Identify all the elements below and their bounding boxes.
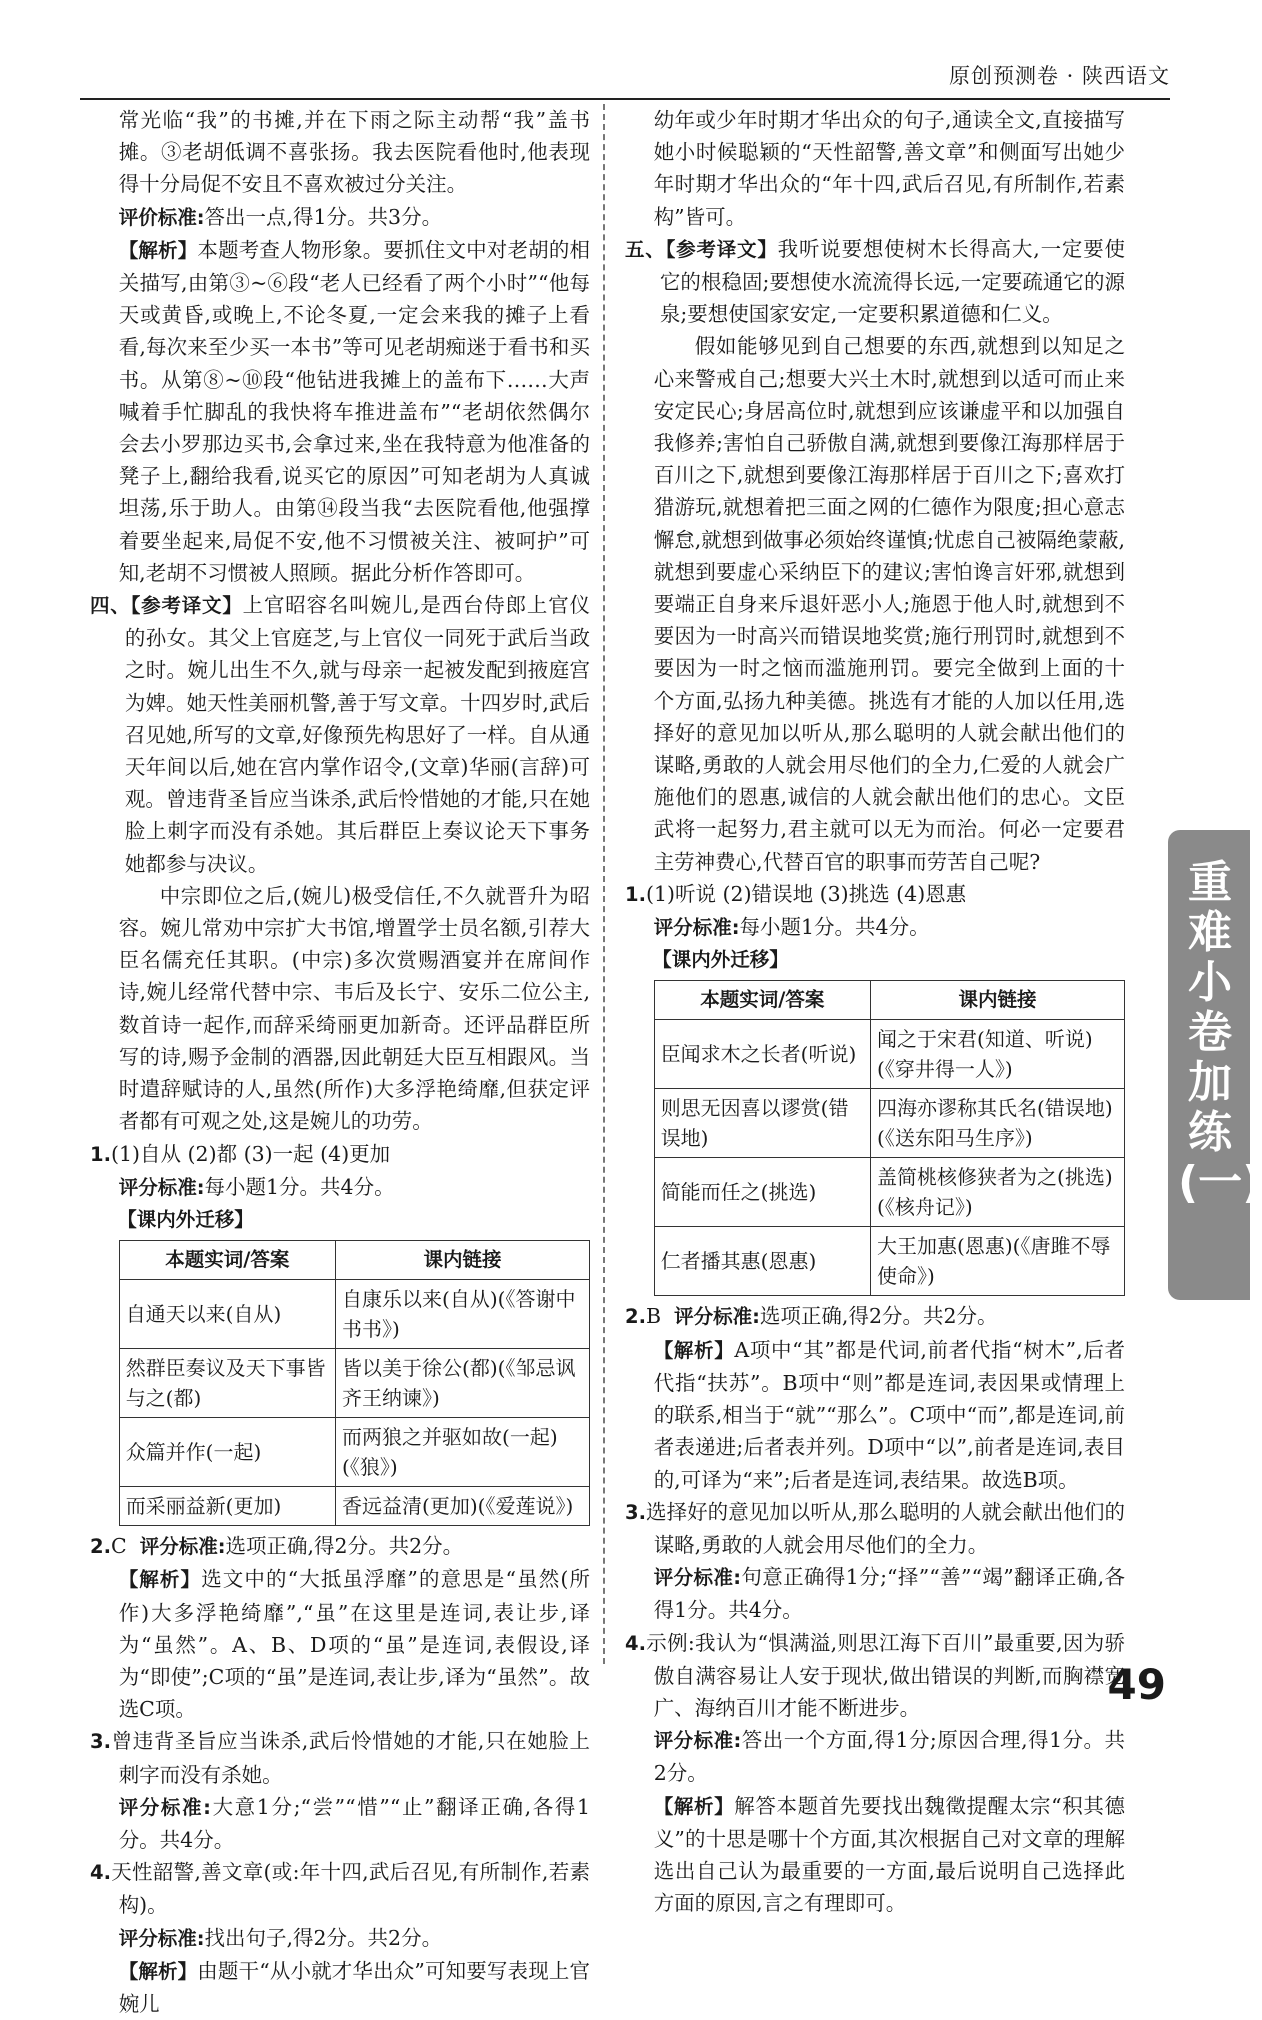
- translation-text: 上官昭容名叫婉儿,是西台侍郎上官仪的孙女。其父上官庭芝,与上官仪一同死于武后当政之时。婉儿出生不久,就与母亲一起被发配到掖庭宫为婢。她天性美丽机警,善于写文章。十四岁时,武后召见她,所写的文章,好像预先构思好了一样。自从通天年间以后,她在宫内掌作诏令,(文章)华丽(言辞)可观。曾违背圣旨应当诛杀,武后怜惜她的才能,只在她脸上刺字而没有杀她。其后群臣上奏议论天下事务她都参与决议。: [124, 593, 590, 876]
- question-answer: B: [645, 1304, 662, 1329]
- left-table-wrap: [90, 1240, 590, 1526]
- section-5-translation-p2: 假如能够见到自己想要的东西,就想到以知足之心来警戒自己;想要大兴土木时,就想到以适可而止来安定民心;身居高位时,就想到应该谦虚平和以加强自我修养;害怕自己骄傲自满,就想到要像江海那样居于百川之下,就想到要像江海那样居于百川之下;喜欢打猎游玩,就想着把三面之网的仁德作为限度;担心意志懈怠,就想到做事必须始终谨慎;忧虑自己被隔绝蒙蔽,就想到要虚心采纳臣下的建议;害怕谗言奸邪,就想到要端正自身来斥退奸恶小人;施恩于他人时,就想到不要因为一时高兴而错误地奖赏;施行刑罚时,就想到不要因为一时之恼而滥施刑罚。要完全做到上面的十个方面,弘扬九种美德。挑选有才能的人加以任用,选择好的意见加以听从,那么聪明的人就会献出他们的谋略,勇敢的人就会用尽他们的全力,仁爱的人就会广施他们的恩惠,诚信的人就会献出他们的忠心。文臣武将一起努力,君主就可以无为而治。何必一定要君主劳神费心,代替百官的职事而劳苦自己呢?: [653, 334, 1125, 874]
- table-cell: 皆以美于徐公(都)(《邹忌讽齐王纳谏》): [336, 1349, 590, 1418]
- left-q4-score: [90, 1922, 590, 1955]
- analysis-text: 本题考查人物形象。要抓住文中对老胡的相关描写,由第③~⑥段“老人已经看了两个小时”“他每天或黄昏,或晚上,不论冬夏,一定会来我的摊子上看看,每次来至少买一本书”等可见老胡痴迷于看书和买书。从第⑧~⑩段“他钻进我摊上的盖布下……大声喊着手忙脚乱的我快将车推进盖布”“老胡依然偶尔会去小罗那边买书,会拿过来,坐在我特意为他准备的凳子上,翻给我看,说买它的原因”可知老胡为人真诚坦荡,乐于助人。由第⑭段当我“去医院看他,他强撑着要坐起来,局促不安,他不习惯被关注、被呵护”可知,老胡不习惯被人照顾。据此分析作答即可。: [118, 237, 590, 585]
- header-rule: [80, 98, 1170, 100]
- table-header: 本题实词/答案: [654, 981, 870, 1020]
- table-cell: 众篇并作(一起): [119, 1418, 335, 1487]
- left-q4-analysis: [90, 1955, 590, 2020]
- left-q2-analysis: [90, 1563, 590, 1725]
- left-migrate-label: 【课内外迁移】: [117, 1207, 254, 1231]
- table-row: [654, 1227, 1124, 1296]
- analysis-text: A项中“其”都是代词,前者代指“树木”,后者代指“扶苏”。B项中“则”都是连词,表因果或情理上的联系,相当于“就”“那么”。C项中“而”,都是连词,前者表递进;后者表并列。D项中“以”,前者是连词,表目的,可译为“来”;后者是连词,表结果。故选B项。: [653, 1337, 1125, 1492]
- score-label: 评价标准:: [118, 205, 205, 229]
- table-cell: 香远益清(更加)(《爱莲说》): [336, 1487, 590, 1526]
- question-answer: 天性韶警,善文章(或:年十四,武后召见,有所制作,若素构)。: [110, 1860, 590, 1918]
- table-header: 本题实词/答案: [119, 1241, 335, 1280]
- question-answer: 选择好的意见加以听从,那么聪明的人就会献出他们的谋略,勇敢的人就会用尽他们的全力。: [645, 1499, 1125, 1557]
- section-number: 四、: [90, 594, 131, 618]
- left-vocab-table: [119, 1240, 590, 1526]
- left-q1-score: [90, 1171, 590, 1204]
- section-side-tab: [1168, 830, 1262, 1300]
- table-cell: 而采丽益新(更加): [119, 1487, 335, 1526]
- score-text: 大意1分;“尝”“惜”“止”翻译正确,各得1分。共4分。: [118, 1794, 590, 1852]
- analysis-label: 【解析】: [118, 238, 198, 262]
- question-number: 3.: [90, 1730, 111, 1754]
- right-q1-score: [625, 911, 1125, 944]
- table-row: [119, 1487, 589, 1526]
- score-text: 选项正确,得2分。共2分。: [759, 1304, 998, 1329]
- table-row: [119, 1349, 589, 1418]
- table-header: 课内链接: [336, 1241, 590, 1280]
- score-text: 找出句子,得2分。共2分。: [204, 1925, 443, 1950]
- section-4-translation-p2: 中宗即位之后,(婉儿)极受信任,不久就晋升为昭容。婉儿常劝中宗扩大书馆,增置学士员名额,引荐大臣名儒充任其职。(中宗)多次赏赐酒宴并在席间作诗,婉儿经常代替中宗、韦后及长宁、安乐二位公主,数首诗一起作,而辞采绮丽更加新奇。还评品群臣所写的诗,赐予金制的酒器,因此朝廷大臣互相跟风。当时遣辞赋诗的人,虽然(所作)大多浮艳绮靡,但获定评者都有可观之处,这是婉儿的功劳。: [118, 883, 590, 1134]
- table-row: [654, 1158, 1124, 1227]
- score-label: 评分标准:: [674, 1305, 760, 1329]
- right-q4-score: [625, 1724, 1125, 1789]
- score-label: 评分标准:: [118, 1926, 205, 1950]
- translation-label: 【参考译文】: [665, 237, 778, 261]
- right-q1: [625, 878, 1125, 911]
- right-column: [625, 104, 1125, 1919]
- left-continued-text: 常光临“我”的书摊,并在下雨之际主动帮“我”盖书摊。③老胡低调不喜张扬。我去医院看他时,他表现得十分局促不安且不喜欢被过分关注。: [118, 108, 590, 197]
- translation-label: 【参考译文】: [130, 594, 243, 618]
- table-row: [119, 1280, 589, 1349]
- right-q4-analysis: [625, 1790, 1125, 1920]
- table-cell: 臣闻求木之长者(听说): [654, 1020, 870, 1089]
- table-cell: 盖简桃核修狭者为之(挑选)(《核舟记》): [871, 1158, 1125, 1227]
- right-migrate-label: 【课内外迁移】: [652, 948, 789, 972]
- right-q3-score: [625, 1561, 1125, 1626]
- question-number: 3.: [625, 1500, 646, 1524]
- table-cell: 而两狼之并驱如故(一起)(《狼》): [336, 1418, 590, 1487]
- question-answer: 示例:我认为“惧满溢,则思江海下百川”最重要,因为骄傲自满容易让人安于现状,做出错误的判断,而胸襟宽广、海纳百川才能不断进步。: [645, 1630, 1125, 1720]
- analysis-label: 【解析】: [118, 1568, 202, 1592]
- right-vocab-table: [654, 980, 1125, 1296]
- left-q3: [90, 1725, 590, 1790]
- section-5-translation: [625, 233, 1125, 331]
- question-answer: C: [110, 1534, 127, 1559]
- table-cell: 闻之于宋君(知道、听说)(《穿井得一人》): [871, 1020, 1125, 1089]
- table-header-row: [654, 981, 1124, 1020]
- analysis-text: 由题干“从小就才华出众”可知要写表现上官婉儿: [118, 1958, 590, 2016]
- score-text: 选项正确,得2分。共2分。: [225, 1534, 464, 1559]
- question-number: 1.: [90, 1142, 111, 1166]
- question-number: 2.: [625, 1305, 646, 1329]
- analysis-text: 选文中的“大抵虽浮靡”的意思是“虽然(所作)大多浮艳绮靡”,“虽”在这里是连词,表让步,译为“虽然”。A、B、D项的“虽”是连词,表假设,译为“即使”;C项的“虽”是连词,表让步,译为“虽然”。故选C项。: [118, 1567, 590, 1722]
- left-q1: [90, 1138, 590, 1171]
- analysis-label: 【解析】: [653, 1794, 735, 1818]
- question-number: 2.: [90, 1535, 111, 1559]
- score-text: 答出一个方面,得1分;原因合理,得1分。共2分。: [653, 1728, 1125, 1786]
- table-cell: 仁者播其惠(恩惠): [654, 1227, 870, 1296]
- left-q3-score: [90, 1791, 590, 1856]
- table-cell: 大王加惠(恩惠)(《唐雎不辱使命》): [871, 1227, 1125, 1296]
- score-label: 评分标准:: [653, 916, 740, 940]
- column-divider: [603, 104, 605, 1664]
- score-label: 评分标准:: [139, 1535, 226, 1559]
- right-q4: [625, 1627, 1125, 1725]
- left-q4: [90, 1856, 590, 1921]
- table-cell: 自康乐以来(自从)(《答谢中书书》): [336, 1280, 590, 1349]
- question-answer: (1)自从 (2)都 (3)一起 (4)更加: [110, 1141, 391, 1166]
- right-q3: [625, 1496, 1125, 1561]
- side-tab-label: 重难小卷加练(一): [1178, 857, 1262, 1208]
- question-answer: 曾违背圣旨应当诛杀,武后怜惜她的才能,只在她脸上刺字而没有杀她。: [110, 1729, 590, 1787]
- analysis-label: 【解析】: [653, 1338, 735, 1362]
- table-row: [654, 1020, 1124, 1089]
- question-number: 4.: [625, 1631, 646, 1655]
- question-answer: (1)听说 (2)错误地 (3)挑选 (4)恩惠: [645, 881, 967, 906]
- question-number: 4.: [90, 1861, 111, 1885]
- table-header-row: [119, 1241, 589, 1280]
- table-cell: 四海亦谬称其氏名(错误地)(《送东阳马生序》): [871, 1089, 1125, 1158]
- section-4-translation: [90, 589, 590, 880]
- right-q2: [625, 1300, 1125, 1333]
- score-text: 答出一点,得1分。共3分。: [204, 204, 443, 229]
- section-number: 五、: [625, 237, 666, 261]
- page-number: 49: [1107, 1660, 1166, 1709]
- score-label: 评分标准:: [653, 1566, 742, 1590]
- score-label: 评分标准:: [653, 1729, 742, 1753]
- translation-text: 我听说要想使树木长得高大,一定要使它的根稳固;要想使水流流得长远,一定要疏通它的源泉;要想使国家安定,一定要积累道德和仁义。: [659, 236, 1125, 327]
- table-header: 课内链接: [871, 981, 1125, 1020]
- left-column: [90, 104, 590, 2020]
- question-number: 1.: [625, 882, 646, 906]
- table-row: [654, 1089, 1124, 1158]
- score-label: 评分标准:: [118, 1795, 211, 1819]
- score-text: 句意正确得1分;“择”“善”“竭”翻译正确,各得1分。共4分。: [653, 1565, 1125, 1623]
- table-cell: 简能而任之(挑选): [654, 1158, 870, 1227]
- analysis-text: 解答本题首先要找出魏徵提醒太宗“积其德义”的十思是哪十个方面,其次根据自己对文章的理解选出自己认为最重要的一方面,最后说明自己选择此方面的原因,言之有理即可。: [653, 1793, 1125, 1916]
- table-cell: 然群臣奏议及天下事皆与之(都): [119, 1349, 335, 1418]
- left-analysis-1: [90, 234, 590, 589]
- left-score-1: [90, 201, 590, 234]
- score-text: 每小题1分。共4分。: [739, 915, 930, 940]
- right-table-wrap: [625, 980, 1125, 1296]
- left-q2: [90, 1530, 590, 1563]
- running-header: 原创预测卷 · 陕西语文: [948, 64, 1170, 88]
- analysis-label: 【解析】: [118, 1959, 198, 1983]
- table-cell: 则思无因喜以谬赏(错误地): [654, 1089, 870, 1158]
- score-text: 每小题1分。共4分。: [204, 1174, 395, 1199]
- right-continued-text: 幼年或少年时期才华出众的句子,通读全文,直接描写她小时候聪颖的“天性韶警,善文章”和侧面写出她少年时期才华出众的“年十四,武后召见,有所制作,若素构”皆可。: [653, 108, 1125, 229]
- table-row: [119, 1418, 589, 1487]
- right-q2-analysis: [625, 1334, 1125, 1496]
- table-cell: 自通天以来(自从): [119, 1280, 335, 1349]
- score-label: 评分标准:: [118, 1175, 205, 1199]
